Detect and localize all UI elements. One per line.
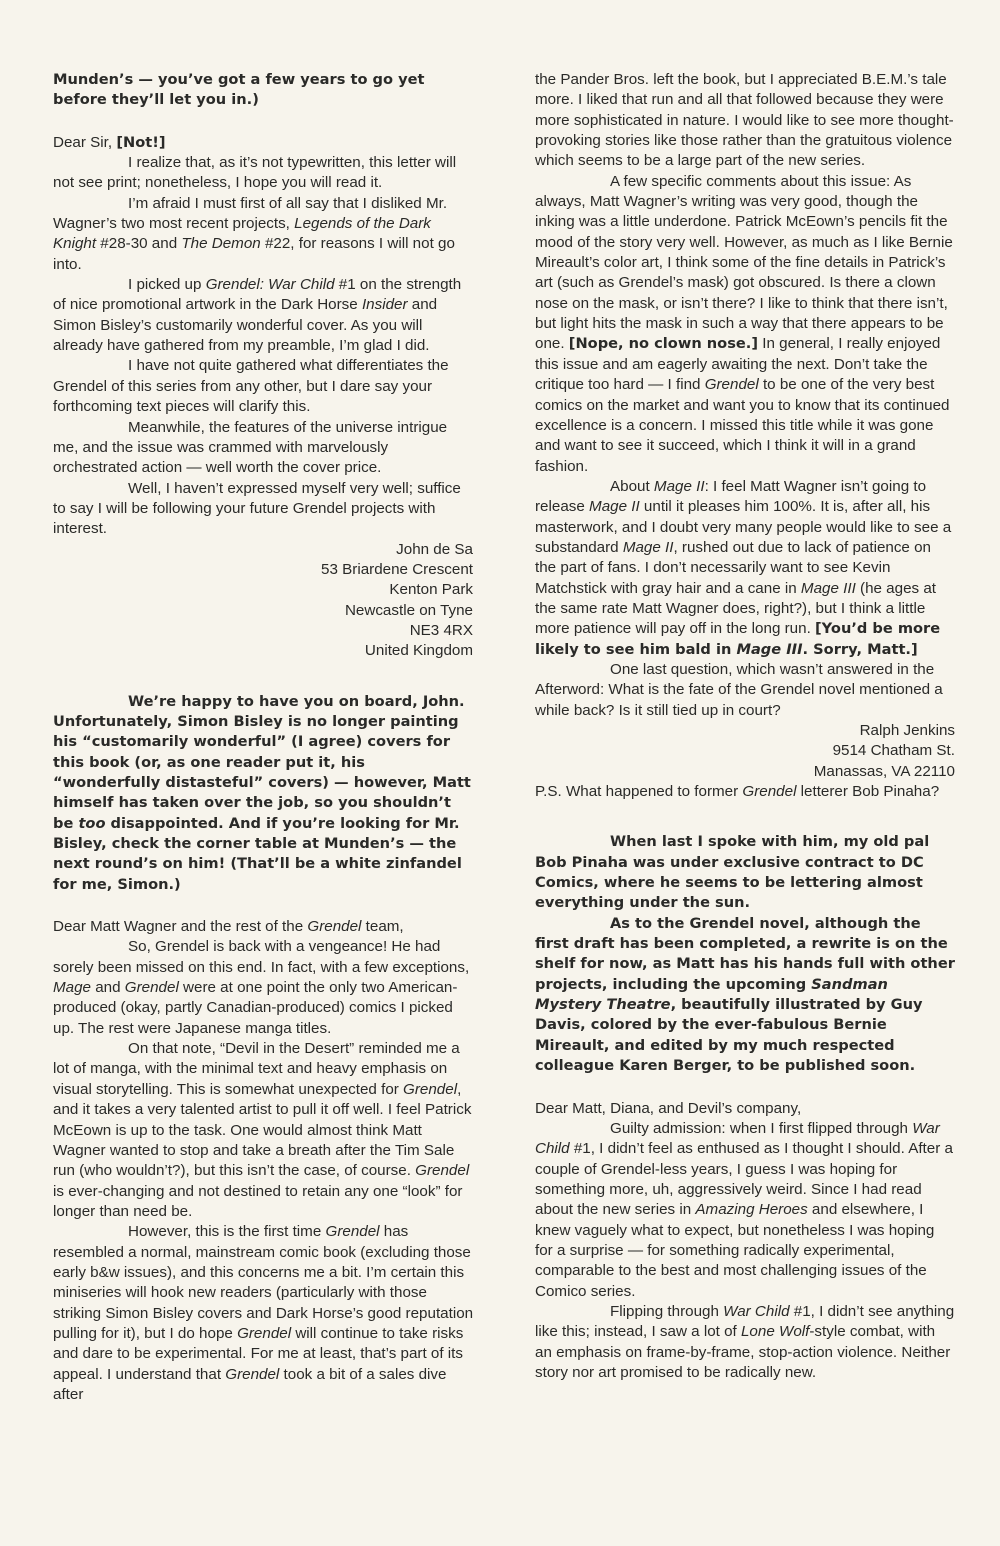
salutation: Dear Matt Wagner and the rest of the Grendel team, bbox=[53, 918, 404, 936]
salutation bbox=[53, 133, 475, 153]
letter-paragraph: Meanwhile, the features of the universe intrigue me, and the issue was crammed with marvelously orchestrated action — well worth the cover price. bbox=[53, 418, 448, 477]
letter-paragraph: However, this is the first time Grendel has resembled a normal, mainstream comic book (excluding those early b&w issues), and this concerns me a bit. I’m certain this miniseries will hook new readers (particularly with those striking Simon Bisley covers and Dark Horse’s good reputation pulling for it), but I do hope Grendel will continue to take risks and dare to be experimental. For me at least, that’s part of its appeal. I understand that Grendel took a bit of a sales dive after bbox=[53, 1223, 474, 1403]
reply-continuation bbox=[53, 70, 475, 111]
signature-name: John de Sa bbox=[396, 540, 473, 558]
letter-paragraph: I picked up Grendel: War Child #1 on the strength of nice promotional artwork in the Dark Horse Insider and Simon Bisley’s customarily wonderful cover. As you will already have gathered from my preamble, I’m glad I did. bbox=[53, 276, 462, 355]
letter-paragraph: I have not quite gathered what differentiates the Grendel of this series from any other, but I dare say your forthcoming text pieces will clarify this. bbox=[53, 357, 449, 416]
letter-paragraph: I realize that, as it’s not typewritten, this letter will not see print; nonetheless, I hope you will read it. bbox=[53, 154, 457, 192]
signature-address: Manassas, VA 22110 bbox=[813, 762, 955, 780]
letter-paragraph: I’m afraid I must first of all say that I disliked Mr. Wagner’s two most recent projects, Legends of the Dark Knight #28-30 and The Demon #22, for reasons I will not go into. bbox=[53, 194, 455, 273]
letter-paragraph: On that note, “Devil in the Desert” reminded me a lot of manga, with the minimal text and heavy emphasis on visual storytelling. This is somewhat unexpected for Grendel, and it takes a very talented artist to pull it off well. I feel Patrick McEown is up to the task. One would almost think Matt Wagner wanted to stop and take a breath after the Tim Sale run (who wouldn’t?), but this isn’t the case, of course. Grendel is ever-changing and not destined to retain any one “look” for longer than need be. bbox=[53, 1040, 472, 1220]
signature-address: 53 Briardene Crescent bbox=[321, 560, 473, 578]
reply-text: Munden’s — you’ve got a few years to go yet bbox=[53, 71, 425, 88]
editor-aside: [You’d be more likely to see him bald in bbox=[535, 620, 941, 658]
signature-address: Kenton Park bbox=[389, 581, 473, 599]
editor-aside: [Not!] bbox=[116, 133, 166, 151]
editor-reply: We’re happy to have you on board, John. Unfortunately, Simon Bisley is no longer painting his “customarily wonderful” (I agree) covers for this book (or, as one reader put it, his “wonderfully distasteful” covers) — however, Matt himself has taken over the job, so you shouldn’t be too disappointed. And if you’re looking for Mr. Bisley, check the corner table at Munden’s — the next round’s on him! (That’ll be a white zinfandel for me, Simon.) bbox=[53, 692, 471, 893]
editor-aside: [Nope, no clown nose.] bbox=[568, 335, 759, 353]
salutation: Dear Matt, Diana, and Devil’s company, bbox=[535, 1099, 802, 1117]
letter-paragraph: Well, I haven’t expressed myself very well; suffice to say I will be following your future Grendel projects with interest. bbox=[53, 479, 461, 538]
letter-paragraph: Flipping through War Child #1, I didn’t see anything like this; instead, I saw a lot of Lone Wolf-style combat, with an emphasis on frame-by-frame, stop-action violence. Neither story nor art promised to be radically new. bbox=[535, 1302, 955, 1381]
letter-paragraph: the Pander Bros. left the book, but I appreciated B.E.M.’s tale more. I liked that run and all that followed because they were more sophisticated in nature. I would like to see more thought-provoking stories like those rather than the gratuitous violence which seems to be a large part of the new series. bbox=[535, 71, 954, 170]
letter-paragraph: So, Grendel is back with a vengeance! He had sorely been missed on this end. In fact, with a few exceptions, Mage and Grendel were at one point the only two American-produced (okay, partly Canadian-produced) comics I picked up. The rest were Japanese manga titles. bbox=[53, 938, 470, 1037]
letter-paragraph: A few specific comments about this issue: As always, Matt Wagner’s writing was very good, though the inking was a little underdone. Patrick McEown’s pencils fit the mood of the story very well. However, as much as I like Bernie Mireault’s color art, I think some of the fine details in Patrick’s art (such as Grendel’s mask) got obscured. Is there a clown nose on the mask, or isn’t there? I like to think that there isn’t, but light hits the mask in such a way that there appears to be one. [Nope, no clown nose.] In general, I really enjoyed this issue and am eagerly awaiting the next. Don’t take the critique too hard — I find Grendel to be one of the very best comics on the market and want you to know that its continued excellence is a concern. I missed this title while it was gone and want to see it succeed, which I think it will in a grand fashion. bbox=[535, 172, 953, 475]
right-column bbox=[535, 70, 955, 1383]
signature-block bbox=[53, 540, 475, 662]
signature-address: NE3 4RX bbox=[409, 621, 473, 639]
letter-paragraph: About Mage II: I feel Matt Wagner isn’t going to release Mage II until it pleases him 100%. It is, after all, his masterwork, and I doubt very many people would like to see a substandard Mage II, rushed out due to lack of patience on the part of fans. I don’t necessarily want to see Kevin Matchstick with gray hair and a cane in Mage III (he ages at the same rate Matt Wagner does, right?), but I think a little more patience will pay off in the long run. [You’d be more likely to see him bald in Mage III. Sorry, Matt.] bbox=[535, 477, 952, 658]
letter-paragraph: One last question, which wasn’t answered in the Afterword: What is the fate of the Grendel novel mentioned a while back? Is it still tied up in court? bbox=[535, 660, 943, 719]
left-column bbox=[53, 70, 475, 1405]
letter-paragraph: Guilty admission: when I first flipped through War Child #1, I didn’t feel as enthused as I thought I should. After a couple of Grendel-less years, I guess I was hoping for something more, uh, aggressively weird. Since I had read about the new series in Amazing Heroes and elsewhere, I knew vaguely what to expect, but nonetheless I was hoping for a surprise — for something radically experimental, comparable to the best and most challenging issues of the Comico series. bbox=[535, 1119, 953, 1300]
signature-address: 9514 Chatham St. bbox=[832, 742, 955, 760]
editor-reply: When last I spoke with him, my old pal Bob Pinaha was under exclusive contract to DC Comics, where he seems to be lettering almost everything under the sun. bbox=[535, 833, 930, 912]
signature-name: Ralph Jenkins bbox=[859, 722, 955, 739]
editor-reply: As to the Grendel novel, although the first draft has been completed, a rewrite is on the shelf for now, as Matt has his hands full with other projects, including the upcoming Sandman Mystery Theatre, beautifully illustrated by Guy Davis, colored by the ever-fabulous Bernie Mireault, and edited by my much respected colleague Karen Berger, to be published soon. bbox=[535, 914, 955, 1075]
signature-block bbox=[535, 721, 955, 782]
signature-address: United Kingdom bbox=[364, 642, 473, 660]
salutation-text: Dear Sir, bbox=[53, 133, 117, 151]
postscript: P.S. What happened to former Grendel letterer Bob Pinaha? bbox=[535, 783, 940, 801]
signature-address: Newcastle on Tyne bbox=[344, 601, 473, 619]
reply-text: before they’ll let you in.) bbox=[53, 91, 259, 109]
